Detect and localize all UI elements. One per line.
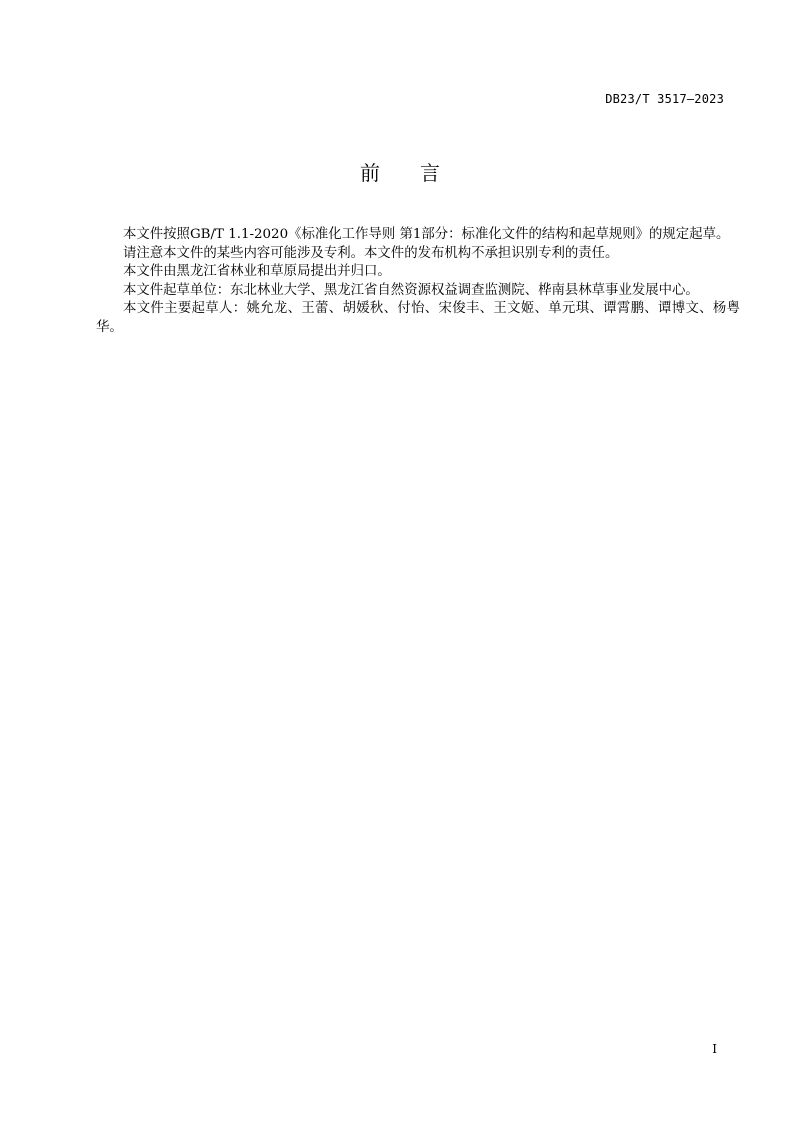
paragraph-proposer: 本文件由黑龙江省林业和草原局提出并归口。 [123, 264, 391, 279]
paragraph-drafters: 本文件主要起草人：姚允龙、王蕾、胡媛秋、付怡、宋俊丰、王文姬、单元琪、谭霄鹏、谭博文、杨粤华。 [96, 301, 740, 335]
standard-code: DB23/T 3517—2023 [605, 92, 724, 106]
paragraph-drafting-units: 本文件起草单位：东北林业大学、黑龙江省自然资源权益调查监测院、桦南县林草事业发展中心。 [123, 282, 699, 298]
paragraph-patent-notice: 请注意本文件的某些内容可能涉及专利。本文件的发布机构不承担识别专利的责任。 [123, 245, 619, 261]
page-title [0, 157, 800, 186]
paragraph-drafting-basis: 本文件按照GB/T 1.1-2020《标准化工作导则 第1部分：标准化文件的结构和起草规则》的规定起草。 [123, 227, 730, 242]
title-char-2: 言 [420, 161, 440, 185]
foreword-body [96, 226, 740, 337]
page-number: I [712, 1042, 717, 1056]
title-char-1: 前 [360, 161, 380, 185]
